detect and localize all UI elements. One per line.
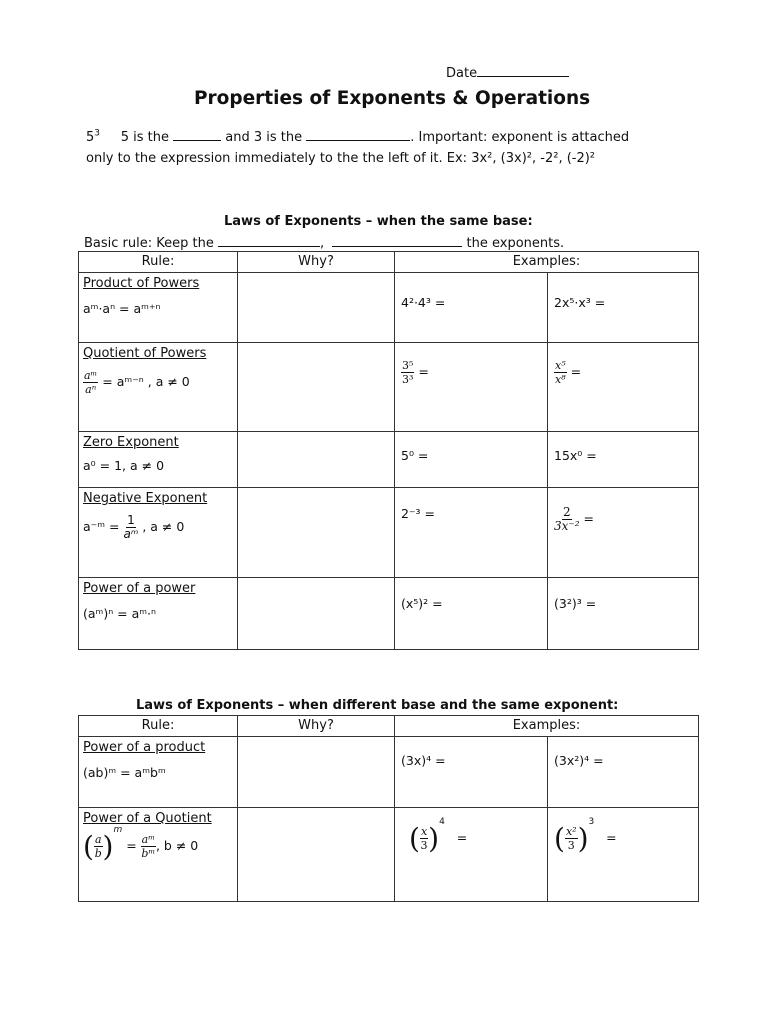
table-header-row	[79, 716, 699, 737]
why-cell[interactable]	[238, 273, 395, 343]
rule-name: Power of a power	[83, 581, 196, 596]
fraction: $\frac{2}{\text{3x⁻²}}$	[554, 505, 580, 533]
rule-name: Quotient of Powers	[83, 346, 207, 361]
intro-text-c: . Important: exponent is attached	[410, 130, 630, 145]
example-cell[interactable]: ( $\frac{x}{3}$ )$^4$ =	[395, 808, 548, 902]
basic-rule: Basic rule: Keep the , the exponents.	[84, 236, 565, 251]
rule-formula: a⁻ᵐ = $\frac{1}{\text{aᵐ}}$ , a ≠ 0	[83, 513, 185, 541]
page-title: Properties of Exponents & Operations	[194, 88, 591, 109]
date-blank[interactable]	[477, 64, 569, 77]
exponent-blank[interactable]	[306, 128, 410, 141]
equals-sign: =	[418, 364, 429, 379]
example-cell[interactable]	[548, 343, 699, 432]
intro-ex-1: 3x²	[471, 151, 493, 166]
rule-formula: a⁰ = 1, a ≠ 0	[83, 458, 165, 473]
example-cell[interactable]	[548, 432, 699, 488]
example-text: 15x⁰ =	[554, 448, 597, 463]
example-text: (3x)⁴ =	[401, 753, 446, 768]
example-cell[interactable]	[395, 343, 548, 432]
rule-formula: aᵐ·aⁿ = aᵐ⁺ⁿ	[83, 301, 161, 316]
intro-text-a: 5 is the	[120, 130, 169, 145]
example-text: 2x⁵·x³ =	[554, 295, 606, 310]
col-examples: Examples:	[395, 716, 699, 737]
why-cell[interactable]	[238, 737, 395, 808]
table-row	[79, 343, 699, 432]
rule-name: Power of a Quotient	[83, 811, 212, 826]
intro-base: 5	[86, 130, 95, 145]
rule-formula: (aᵐ)ⁿ = aᵐ·ⁿ	[83, 606, 157, 621]
example-text: (3x²)⁴ =	[554, 753, 604, 768]
intro-ex-4: (-2)²	[566, 151, 596, 166]
table-row	[79, 432, 699, 488]
base-blank[interactable]	[173, 128, 221, 141]
table-row	[79, 737, 699, 808]
example-cell[interactable]: ( $\frac{\text{x²}}{3}$ )$^3$ =	[548, 808, 699, 902]
table-row	[79, 578, 699, 650]
intro-ex-3: -2²	[540, 151, 559, 166]
example-text: 4²·4³ =	[401, 295, 446, 310]
table-row	[79, 488, 699, 578]
example-cell[interactable]	[548, 578, 699, 650]
fraction: $\frac{\text{3⁵}}{\text{3³}}$	[402, 359, 414, 386]
intro-exp: 3	[94, 128, 101, 139]
example-cell[interactable]	[395, 273, 548, 343]
basic-rule-text: Basic rule: Keep the	[84, 236, 214, 251]
example-text: (x⁵)² =	[401, 596, 443, 611]
fraction: $\frac{1}{\text{aᵐ}}$	[123, 513, 139, 541]
example-cell[interactable]	[548, 488, 699, 578]
table-row	[79, 273, 699, 343]
rule-name: Zero Exponent	[83, 435, 179, 450]
equals-sign: =	[456, 830, 468, 845]
formula-tail: = aᵐ⁻ⁿ , a ≠ 0	[102, 374, 190, 389]
basic-rule-end: the exponents.	[466, 236, 565, 251]
col-examples: Examples:	[395, 252, 699, 273]
rule-formula	[83, 369, 237, 396]
example-text: 5⁰ =	[401, 448, 429, 463]
example-cell[interactable]	[395, 737, 548, 808]
date-label: Date	[446, 66, 478, 81]
col-rule: Rule:	[79, 716, 238, 737]
example-cell[interactable]	[395, 432, 548, 488]
example-cell[interactable]	[548, 737, 699, 808]
col-why: Why?	[238, 252, 395, 273]
intro-text-b: and 3 is the	[225, 130, 303, 145]
intro-ex-2: (3x)²	[500, 151, 532, 166]
intro-line-2: only to the expression immediately to the the left of it. Ex: 3x², (3x)², -2², (-2)²	[86, 151, 596, 166]
intro-line-2-text: only to the expression immediately to the the left of it. Ex:	[86, 151, 472, 166]
example-cell[interactable]	[548, 273, 699, 343]
same-base-table	[78, 251, 699, 650]
equals-sign: =	[606, 830, 617, 845]
example-cell[interactable]	[395, 488, 548, 578]
different-base-table	[78, 715, 699, 902]
fraction: $\frac{\text{aᵐ}}{\text{bᵐ}}$	[141, 833, 156, 860]
rule-formula: ( $\frac{a}{b}$ )$^m$ = $\frac{\text{aᵐ}}{\text{bᵐ}}$ , b ≠ 0	[83, 825, 199, 863]
rule-name: Negative Exponent	[83, 491, 208, 506]
col-rule: Rule:	[79, 252, 238, 273]
section2-heading: Laws of Exponents – when different base and the same exponent:	[136, 698, 619, 713]
col-why: Why?	[238, 716, 395, 737]
fraction: $\frac{\text{aᵐ}}{\text{aⁿ}}$	[84, 369, 98, 396]
equals-sign: =	[570, 364, 582, 379]
why-cell[interactable]	[238, 488, 395, 578]
table-header-row	[79, 252, 699, 273]
example-cell[interactable]	[395, 578, 548, 650]
keep-blank[interactable]	[218, 234, 320, 247]
rule-name: Product of Powers	[83, 276, 200, 291]
why-cell[interactable]	[238, 432, 395, 488]
fraction: $\frac{a}{b}$	[94, 833, 102, 860]
operation-blank[interactable]	[332, 234, 462, 247]
rule-formula: (ab)ᵐ = aᵐbᵐ	[83, 765, 166, 780]
section1-heading: Laws of Exponents – when the same base:	[224, 214, 533, 229]
fraction: $\frac{\text{x²}}{3}$	[565, 825, 577, 852]
rule-name: Power of a product	[83, 740, 206, 755]
date-field	[446, 64, 569, 81]
why-cell[interactable]	[238, 578, 395, 650]
fraction: $\frac{\text{x⁵}}{\text{x⁸}}$	[555, 359, 566, 386]
why-cell[interactable]	[238, 343, 395, 432]
intro-line-1	[86, 128, 629, 145]
why-cell[interactable]	[238, 808, 395, 902]
fraction: $\frac{x}{3}$	[420, 825, 428, 852]
example-text: (3²)³ =	[554, 596, 597, 611]
table-row	[79, 808, 699, 902]
equals-sign: =	[583, 511, 595, 526]
example-text: 2⁻³ =	[401, 506, 436, 521]
